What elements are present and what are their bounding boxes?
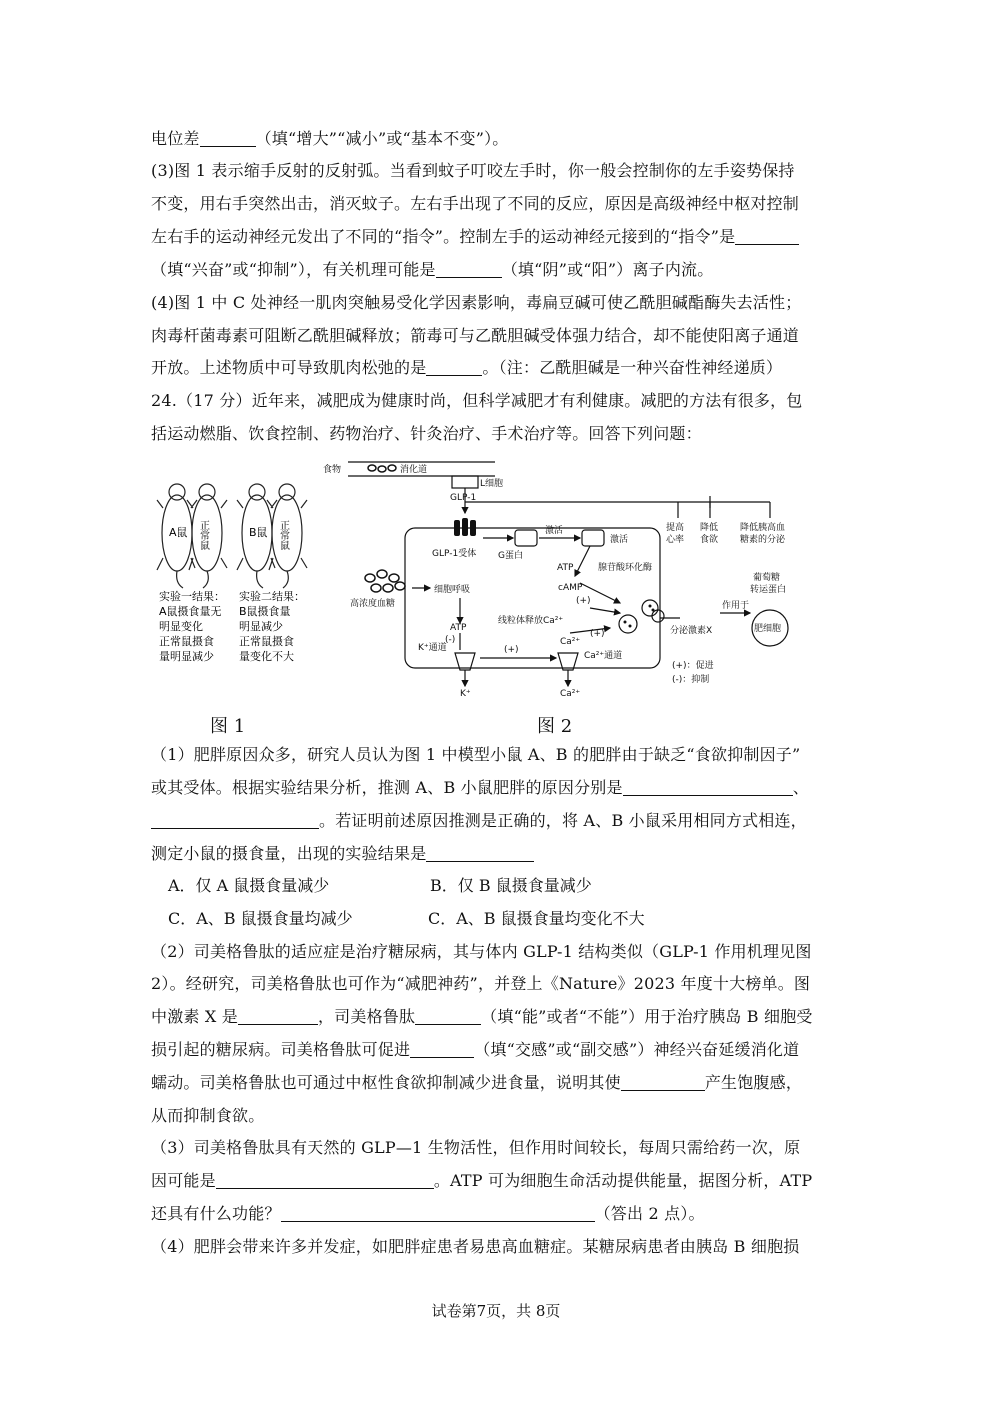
text-line: 括运动燃脂、饮食控制、药物治疗、针灸治疗、手术治疗等。回答下列问题： <box>151 424 702 443</box>
text-line <box>151 1040 843 1060</box>
k-ion-label: K⁺ <box>460 689 471 698</box>
plus-mark: (+) <box>590 629 605 639</box>
text-segment: 、 <box>792 778 809 797</box>
text-line: (4)图 1 中 C 处神经一肌肉突触易受化学因素影响，毒扁豆碱可使乙酰胆碱酯酶失去活性； <box>151 293 802 312</box>
text-segment: 因可能是 <box>151 1171 216 1190</box>
text-segment: 开放。上述物质中可导致肌肉松弛的是 <box>151 358 427 377</box>
option-c[interactable]: C．A、B 鼠摄食量均减少 <box>168 909 353 928</box>
glucose-molecules-icon <box>365 570 405 592</box>
svg-text:实验二结果：: 实验二结果： <box>239 590 305 603</box>
text-segment: 。（注：乙酰胆碱是一种兴奋性神经递质） <box>482 358 783 377</box>
text-line <box>151 844 843 864</box>
figure-1-caption: 图 1 <box>210 716 246 737</box>
text-line: （4）肥胖会带来许多并发症，如肥胖症患者易患高血糖症。某糖尿病患者由胰岛 B 细胞损 <box>151 1237 800 1256</box>
lcell-label: L细胞 <box>480 479 504 489</box>
food-label: 食物 <box>323 465 342 475</box>
text-segment: （填“兴奋”或“抑制”），有关机理可能是 <box>151 260 436 279</box>
ca-ion-label: Ca²⁺ <box>560 689 581 698</box>
answer-blank[interactable] <box>415 1008 481 1025</box>
svg-text:B鼠摄食量: B鼠摄食量 <box>239 605 291 618</box>
option-a[interactable]: A．仅 A 鼠摄食量减少 <box>168 876 330 895</box>
text-segment: 损引起的糖尿病。司美格鲁肽可促进 <box>151 1040 411 1059</box>
k-channel-label: K⁺通道 <box>418 643 447 653</box>
minus-mark: (-) <box>445 635 456 645</box>
text-line <box>151 1073 843 1093</box>
text-line: （3）司美格鲁肽具有天然的 GLP—1 生物活性，但作用时间较长，每周只需给药一次，原 <box>151 1138 801 1157</box>
answer-blank[interactable] <box>436 261 502 278</box>
ca-channel-label: Ca²⁺通道 <box>584 651 623 661</box>
experiment-2-result <box>239 589 305 663</box>
figure-2-caption: 图 2 <box>537 716 573 737</box>
answer-blank[interactable] <box>621 1074 705 1091</box>
text-line: （1）肥胖原因众多，研究人员认为图 1 中模型小鼠 A、B 的肥胖由于缺乏“食欲抑制因子” <box>151 745 801 764</box>
svg-text:量变化不大: 量变化不大 <box>239 650 294 663</box>
answer-blank[interactable] <box>238 1008 318 1025</box>
text-segment: （填“交感”或“副交感”）神经兴奋延缓消化道 <box>474 1040 800 1059</box>
question-24-intro: 24.（17 分）近年来，减肥成为健康时尚，但科学减肥才有利健康。减肥的方法有很多，包 <box>151 391 803 410</box>
effect-label: 心率 <box>666 535 685 545</box>
text-line: (3)图 1 表示缩手反射的反射弧。当看到蚊子叮咬左手时，你一般会控制你的左手姿势保持 <box>151 161 795 180</box>
svg-text:A鼠摄食量无: A鼠摄食量无 <box>159 605 222 618</box>
effect-label: 糖素的分泌 <box>740 535 786 545</box>
answer-blank[interactable] <box>735 228 799 245</box>
text-segment: （填“增大”“减小”或“基本不变”）。 <box>255 129 509 148</box>
legend-inhibit: (-)：抑制 <box>672 675 710 685</box>
page-footer: 试卷第7页，共 8页 <box>431 1302 561 1320</box>
text-line <box>151 778 843 798</box>
normal-mouse-label: 正常鼠 <box>277 520 289 550</box>
text-segment: 蠕动。司美格鲁肽也可通过中枢性食欲抑制减少进食量，说明其使 <box>151 1073 621 1092</box>
plus-mark: (+) <box>576 596 591 606</box>
svg-text:明显变化: 明显变化 <box>159 620 203 633</box>
atp-label: ATP <box>557 563 574 573</box>
text-segment: ，司美格鲁肽 <box>317 1007 416 1026</box>
fat-cell-label: 肥细胞 <box>754 624 782 634</box>
figure-1 <box>155 478 315 673</box>
activate-label: 激活 <box>545 526 564 536</box>
food-particles-icon <box>368 465 396 472</box>
text-segment: 左右手的运动神经元发出了不同的“指令”。控制左手的运动神经元接到的“指令”是 <box>151 227 736 246</box>
act-on-label: 作用于 <box>722 601 750 611</box>
text-line <box>151 129 843 149</box>
text-segment: 或其受体。根据实验结果分析，推测 A、B 小鼠肥胖的原因分别是 <box>151 778 623 797</box>
answer-blank[interactable] <box>426 845 534 862</box>
figure-2 <box>320 458 810 698</box>
svg-text:正常鼠摄食: 正常鼠摄食 <box>239 635 294 648</box>
secrete-label: 分泌激素X <box>670 626 713 636</box>
answer-blank[interactable] <box>200 130 256 147</box>
text-line <box>151 1204 843 1224</box>
text-line <box>151 260 843 280</box>
receptor-icon <box>454 518 476 536</box>
mouse-b-label: B鼠 <box>249 526 268 539</box>
normal-mouse-label: 正常鼠 <box>197 520 209 550</box>
plus-mark: (+) <box>504 645 519 655</box>
transporter-label: 转运蛋白 <box>750 585 787 595</box>
effect-label: 降低 <box>700 523 719 533</box>
atp-label: ATP <box>450 623 467 633</box>
text-line <box>151 227 843 247</box>
text-line: 不变，用右手突然出击，消灭蚊子。左右手出现了不同的反应，原因是高级神经中枢对控制 <box>151 194 800 213</box>
answer-blank[interactable] <box>216 1172 434 1189</box>
text-segment: 。若证明前述原因推测是正确的，将 A、B 小鼠采用相同方式相连， <box>319 811 807 830</box>
text-segment: 电位差 <box>151 129 200 148</box>
respiration-label: 细胞呼吸 <box>434 585 471 595</box>
text-segment: （答出 2 点）。 <box>594 1204 705 1223</box>
cyclase-label: 腺苷酸环化酶 <box>598 563 653 573</box>
option-d[interactable]: C．A、B 鼠摄食量均变化不大 <box>428 909 645 928</box>
effect-label: 食欲 <box>700 535 719 545</box>
text-line: 肉毒杆菌毒素可阻断乙酰胆碱释放；箭毒可与乙酰胆碱受体强力结合，却不能使阳离子通道 <box>151 326 800 345</box>
receptor-label: GLP-1受体 <box>432 549 477 559</box>
answer-blank[interactable] <box>623 779 793 796</box>
mito-label: 线粒体释放Ca²⁺ <box>498 616 564 626</box>
activate-label: 激活 <box>610 535 629 545</box>
text-line <box>151 1007 843 1027</box>
effect-label: 提高 <box>666 523 685 533</box>
svg-text:正常鼠摄食: 正常鼠摄食 <box>159 635 214 648</box>
legend-promote: (+)：促进 <box>672 661 714 671</box>
camp-label: cAMP <box>558 583 583 593</box>
text-segment: 测定小鼠的摄食量，出现的实验结果是 <box>151 844 427 863</box>
gprotein-label: G蛋白 <box>498 551 523 561</box>
transporter-label: 葡萄糖 <box>753 573 781 583</box>
text-line: 2）。经研究，司美格鲁肽也可作为“减肥神药”，并登上《Nature》2023 年度十大榜单。图 <box>151 974 811 993</box>
ca-ion-label: Ca²⁺ <box>560 637 581 647</box>
text-segment: （填“能”或者“不能”）用于治疗胰岛 B 细胞受 <box>481 1007 813 1026</box>
text-segment: （填“阴”或“阳”）离子内流。 <box>501 260 714 279</box>
effect-label: 降低胰高血 <box>740 523 786 533</box>
answer-blank[interactable] <box>151 812 319 829</box>
text-segment: 中激素 X 是 <box>151 1007 238 1026</box>
text-line <box>151 1171 843 1191</box>
svg-text:量明显减少: 量明显减少 <box>159 650 214 663</box>
experiment-1-result <box>159 589 225 663</box>
text-line <box>151 811 843 831</box>
mouse-pair-1-icon <box>157 484 227 588</box>
vesicle-icon <box>619 600 664 633</box>
glp1-label: GLP-1 <box>450 493 477 503</box>
text-line: （2）司美格鲁肽的适应症是治疗糖尿病，其与体内 GLP-1 结构类似（GLP-1 作用机理见图 <box>151 942 812 961</box>
svg-text:实验一结果：: 实验一结果： <box>159 590 225 603</box>
text-segment: 。ATP 可为细胞生命活动提供能量，据图分析，ATP <box>433 1171 813 1190</box>
text-segment: 还具有什么功能？ <box>151 1204 281 1223</box>
answer-blank[interactable] <box>426 359 482 376</box>
svg-text:明显减少: 明显减少 <box>239 620 283 633</box>
text-line: 从而抑制食欲。 <box>151 1106 265 1125</box>
mouse-pair-2-icon <box>237 484 307 588</box>
high-glucose-label: 高浓度血糖 <box>350 599 396 609</box>
gut-label: 消化道 <box>400 465 428 475</box>
text-line <box>151 358 843 378</box>
option-b[interactable]: B．仅 B 鼠摄食量减少 <box>430 876 592 895</box>
text-segment: 产生饱腹感， <box>704 1073 803 1092</box>
answer-blank[interactable] <box>281 1205 595 1222</box>
mouse-a-label: A鼠 <box>169 526 188 539</box>
answer-blank[interactable] <box>410 1041 474 1058</box>
